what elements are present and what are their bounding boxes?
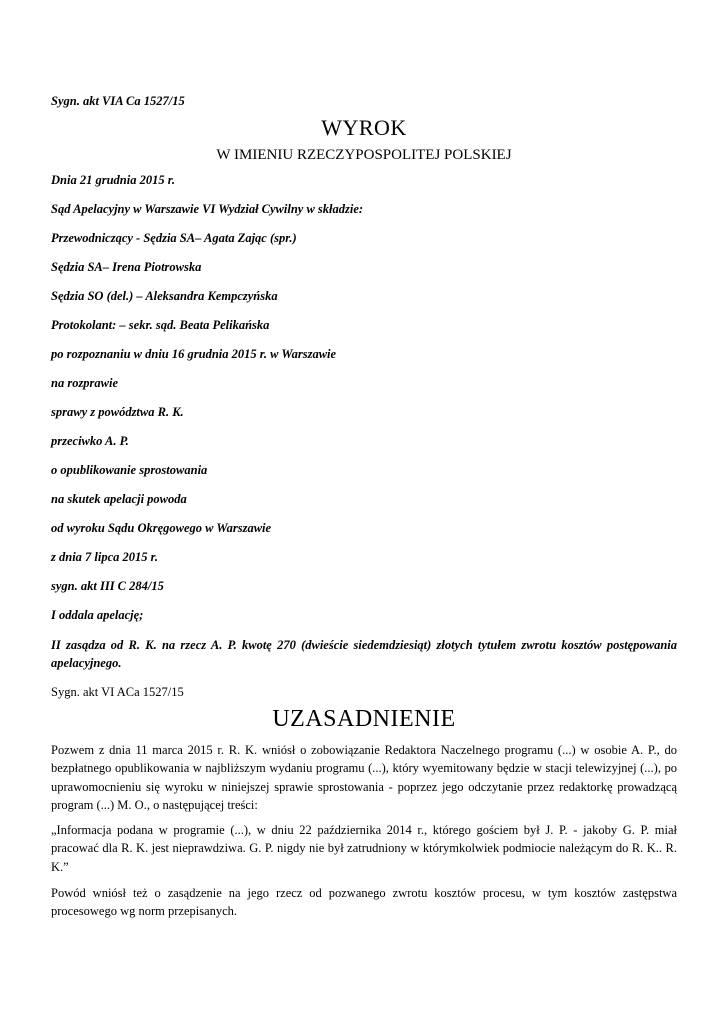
verdict-date: Dnia 21 grudnia 2015 r. [51, 173, 175, 187]
hearing-date: po rozpoznaniu w dniu 16 grudnia 2015 r. w Warszawie [51, 347, 337, 361]
court-composition: Sąd Apelacyjny w Warszawie VI Wydział Cywilny w składzie: [51, 202, 364, 216]
justification-paragraph-2: „Informacja podana w programie (...), w dniu 22 października 2014 r., którego gościem był J. P. - jakoby G. P. miał pracować dla R. K. jest nieprawdziwa. G. P. nigdy nie był zatrudniony w którymkolwiek podmiocie należącym do R. K.. R. K.” [51, 823, 677, 874]
justification-paragraph-3: Powód wniósł też o zasądzenie na jego rzecz od pozwanego zwrotu kosztów procesu, w tym kosztów zastępstwa procesowego wg norm przepisanych. [51, 886, 677, 919]
lower-court: od wyroku Sądu Okręgowego w Warszawie [51, 521, 272, 535]
judge-1: Sędzia SA– Irena Piotrowska [51, 260, 202, 274]
lower-court-date: z dnia 7 lipca 2015 r. [51, 550, 158, 564]
ruling-point-2: II zasądza od R. K. na rzecz A. P. kwotę 270 (dwieście siedemdziesiąt) złotych tytułem zwrotu kosztów postępowania apelacyjnego. [51, 638, 677, 670]
document-title: WYROK [321, 115, 407, 140]
clerk: Protokolant: – sekr. sąd. Beata Pelikańska [51, 318, 270, 332]
plaintiff: sprawy z powództwa R. K. [51, 405, 184, 419]
defendant: przeciwko A. P. [51, 434, 129, 448]
case-signature: Sygn. akt VIA Ca 1527/15 [51, 94, 185, 108]
lower-court-signature: sygn. akt III C 284/15 [51, 579, 164, 593]
ruling-point-1: I oddala apelację; [51, 608, 144, 622]
appeal-basis: na skutek apelacji powoda [51, 492, 187, 506]
justification-signature: Sygn. akt VI ACa 1527/15 [51, 685, 184, 699]
presiding-judge: Przewodniczący - Sędzia SA– Agata Zając (spr.) [51, 231, 297, 245]
subject: o opublikowanie sprostowania [51, 463, 208, 477]
justification-heading: UZASADNIENIE [272, 706, 456, 732]
judge-2: Sędzia SO (del.) – Aleksandra Kempczyńska [51, 289, 278, 303]
justification-paragraph-1: Pozwem z dnia 11 marca 2015 r. R. K. wniósł o zobowiązanie Redaktora Naczelnego programu (...) w osobie A. P., do bezpłatnego opublikowania w najbliższym wydaniu programu (...), który wyemitowany będzie w stacji telewizyjnej (...), po uprawomocnieniu się wyroku w niniejszej sprawie sprostowania - poprzez jego odczytanie przez redaktorkę prowadzącą program (...) M. O., o następującej treści: [51, 743, 677, 812]
hearing-type: na rozprawie [51, 376, 119, 390]
document-subtitle: W IMIENIU RZECZYPOSPOLITEJ POLSKIEJ [216, 147, 512, 163]
